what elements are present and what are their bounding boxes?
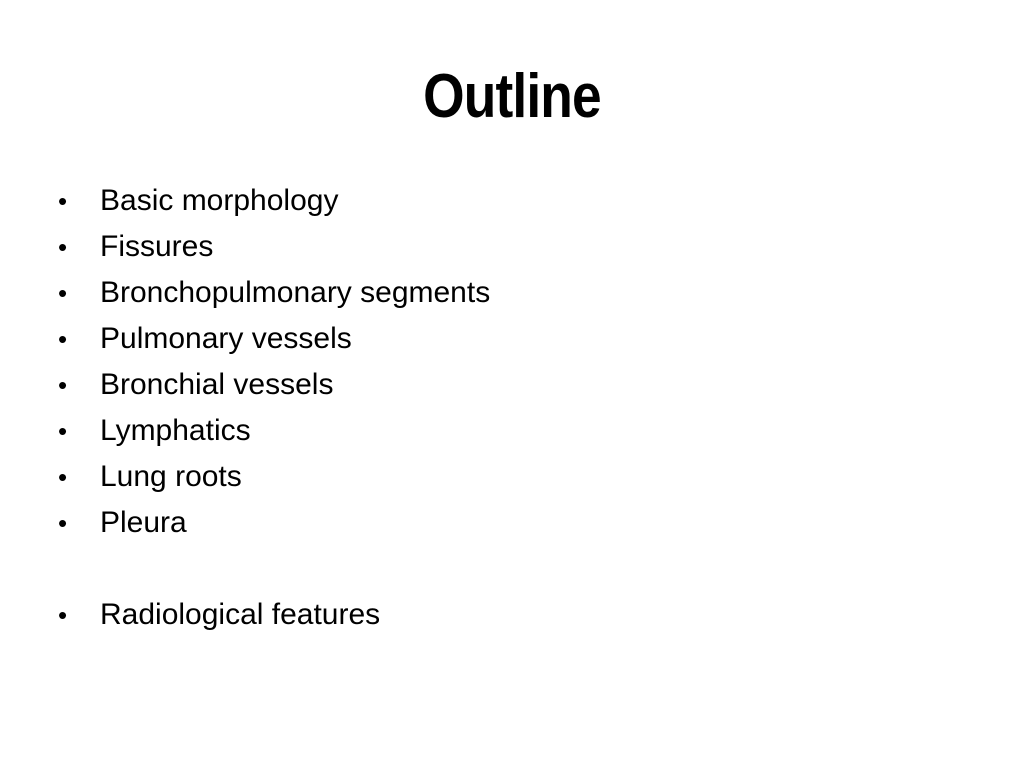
list-item-label: Basic morphology <box>100 184 339 217</box>
bullet-icon: • <box>58 462 68 492</box>
list-item-label: Pleura <box>100 506 187 539</box>
bullet-icon: • <box>58 600 68 630</box>
bullet-icon: • <box>58 278 68 308</box>
bullet-icon: • <box>58 508 68 538</box>
list-item-label: Radiological features <box>100 598 381 631</box>
bullet-icon: • <box>58 416 68 446</box>
list-item-label: Lung roots <box>100 460 242 493</box>
slide-title: Outline <box>423 62 601 131</box>
bullet-icon: • <box>58 232 68 262</box>
list-item-label: Lymphatics <box>100 414 251 447</box>
bullet-icon: • <box>58 186 68 216</box>
list-item-label: Bronchopulmonary segments <box>100 276 491 309</box>
list-item-label: Fissures <box>100 230 214 263</box>
list-item-label: Bronchial vessels <box>100 368 334 401</box>
bullet-icon: • <box>58 370 68 400</box>
bullet-icon: • <box>58 324 68 354</box>
list-item-label: Pulmonary vessels <box>100 322 352 355</box>
